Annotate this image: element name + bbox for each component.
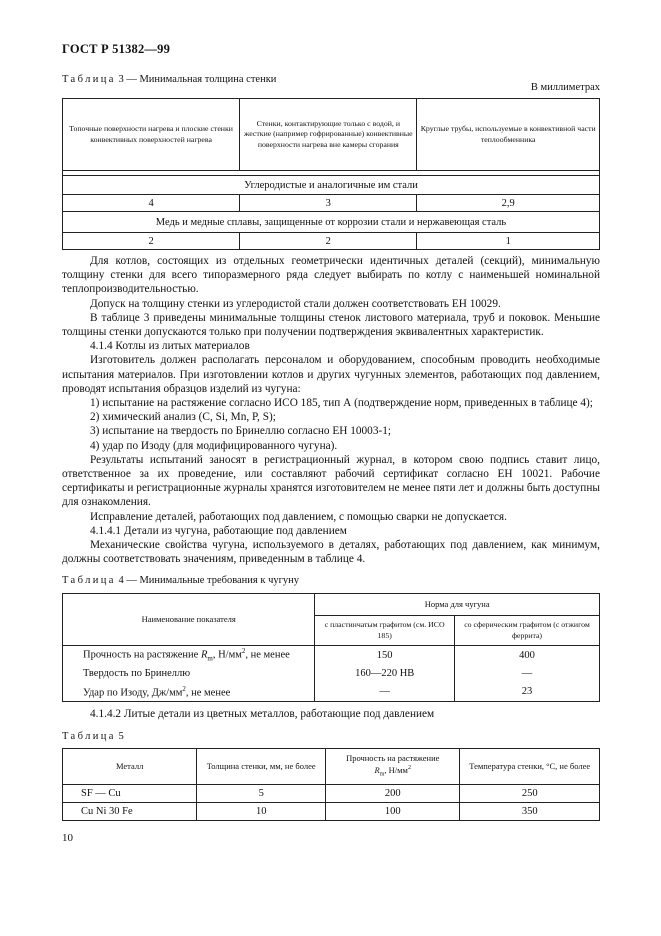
table4-sub-lamellar: с пластинчатым графитом (см. ИСО 185) [315,616,455,646]
table4-cell: — [315,683,455,702]
table3-cell: 2 [240,233,417,250]
table5-caption-text: 5 [115,731,124,742]
table4-caption-prefix: Таблица [62,575,116,586]
section-heading: 4.1.4 Котлы из литых материалов [90,340,250,353]
section-heading: 4.1.4.1 Детали из чугуна, работающие под давлением [90,524,347,537]
table5-caption [62,731,124,742]
table3-caption-text: 3 — Минимальная толщина стенки [115,74,277,85]
table4-row-tensile: Прочность на растяжение $R_m$, $Н/мм^2$, не менее [63,646,315,665]
table5-cell: 100 [326,803,460,821]
paragraph: Допуск на толщину стенки из углеродистой стали должен соответствовать ЕН 10029. [90,297,501,310]
paragraph: В таблице 3 приведены минимальные толщины стенок листового материала, труб и поковок. Меньшие толщины стенки допускаются только при получении подтверждения эквивалентных характеристик. [62,311,600,339]
page-number: 10 [62,832,73,844]
table4-caption [62,575,299,586]
table4-cell: 23 [454,683,599,702]
paragraph: Результаты испытаний заносят в регистрационный журнал, в котором свою подпись ставит лицо, ответственное за их проведение, или составляют рабочий сертификат согласно ЕН 10021. Рабочие сертификаты и регистрационные журналы хранятся изготовителем не менее пяти лет и должны быть доступны для ознакомления. [62,453,600,509]
table4-cell: — [454,665,599,683]
table3-cell: 1 [417,233,600,250]
table5-cell: 5 [197,785,326,803]
table5 [62,748,600,821]
table5-cell: 10 [197,803,326,821]
table4-cell: 150 [315,646,455,665]
table3-caption-prefix: Таблица [62,74,116,85]
paragraph: Изготовитель должен располагать персоналом и оборудованием, способным проводить необходимые испытания материалов. При изготовлении котлов и других чугунных элементов, работающих под давлением, проводят испытания образцов изделий из чугуна: [62,354,600,395]
paragraph: Механические свойства чугуна, используемого в деталях, работающих под давлением, как минимум, должны соответствовать значениям, приведенным в таблице 4. [62,539,600,566]
table5-cell: Cu Ni 30 Fe [63,803,197,821]
table5-cell: 250 [460,785,600,803]
body-text [62,254,600,566]
table5-cell: 350 [460,803,600,821]
table3-header-2: Стенки, контактирующие только с водой, и жесткие (например гофрированные) конвективные поверхности нагрева вне камеры сгорания [240,99,417,171]
table4-col-name: Наименование показателя [63,594,315,646]
list-item: 4) удар по Изоду (для модифицированного чугуна). [90,439,338,452]
table4-cell: 400 [454,646,599,665]
paragraph: Исправление деталей, работающих под давлением, с помощью сварки не допускается. [90,510,507,523]
table4-row-izod: Удар по Изоду, $Дж/мм^2$, не менее [63,683,315,702]
table4-sub-spheroidal: со сферическим графитом (с отжигом феррита) [454,616,599,646]
table3-cell: 3 [240,195,417,212]
table5-cell: SF — Cu [63,785,197,803]
table3-cell: 4 [63,195,240,212]
list-item: 1) испытание на растяжение согласно ИСО 185, тип А (подтверждение норм, приведенных в таблице 4); [90,397,593,410]
table5-header-thickness: Толщина стенки, мм, не более [197,749,326,785]
table3 [62,98,600,250]
table5-header-strength: Прочность на растяжение $R_m$, $Н/мм^2$ [326,749,460,785]
table4-row-brinell: Твердость по Бринеллю [63,665,315,683]
table5-caption-prefix: Таблица [62,731,116,742]
table4-cell: 160—220 НВ [315,665,455,683]
table3-header-1: Топочные поверхности нагрева и плоские стенки конвективных поверхностей нагрева [63,99,240,171]
table3-section-copper: Медь и медные сплавы, защищенные от коррозии стали и нержавеющая сталь [63,212,600,233]
table3-cell: 2,9 [417,195,600,212]
list-item: 2) химический анализ (C, Si, Mn, P, S); [90,411,276,424]
table3-section-carbon: Углеродистые и аналогичные им стали [63,176,600,195]
table3-caption [62,74,276,85]
section-heading-4142: 4.1.4.2 Литые детали из цветных металлов, работающие под давлением [90,708,435,720]
list-item: 3) испытание на твердость по Бринеллю согласно ЕН 10003-1; [90,425,392,438]
table4-caption-text: 4 — Минимальные требования к чугуну [115,575,300,586]
table3-units: В миллиметрах [530,82,600,93]
table5-cell: 200 [326,785,460,803]
document-header: ГОСТ Р 51382—99 [62,42,171,56]
table5-header-metal: Металл [63,749,197,785]
paragraph: Для котлов, состоящих из отдельных геометрически идентичных деталей (секций), минимальную толщину стенки для всего типоразмерного ряда следует выбирать по котлу с наименьшей номинальной теплопроизводительностью. [62,255,600,296]
table3-cell: 2 [63,233,240,250]
table5-header-temperature: Температура стенки, °С, не более [460,749,600,785]
table3-header-3: Круглые трубы, используемые в конвективной части теплообменника [417,99,600,171]
table4-col-norm: Норма для чугуна [315,594,600,616]
table4 [62,593,600,702]
